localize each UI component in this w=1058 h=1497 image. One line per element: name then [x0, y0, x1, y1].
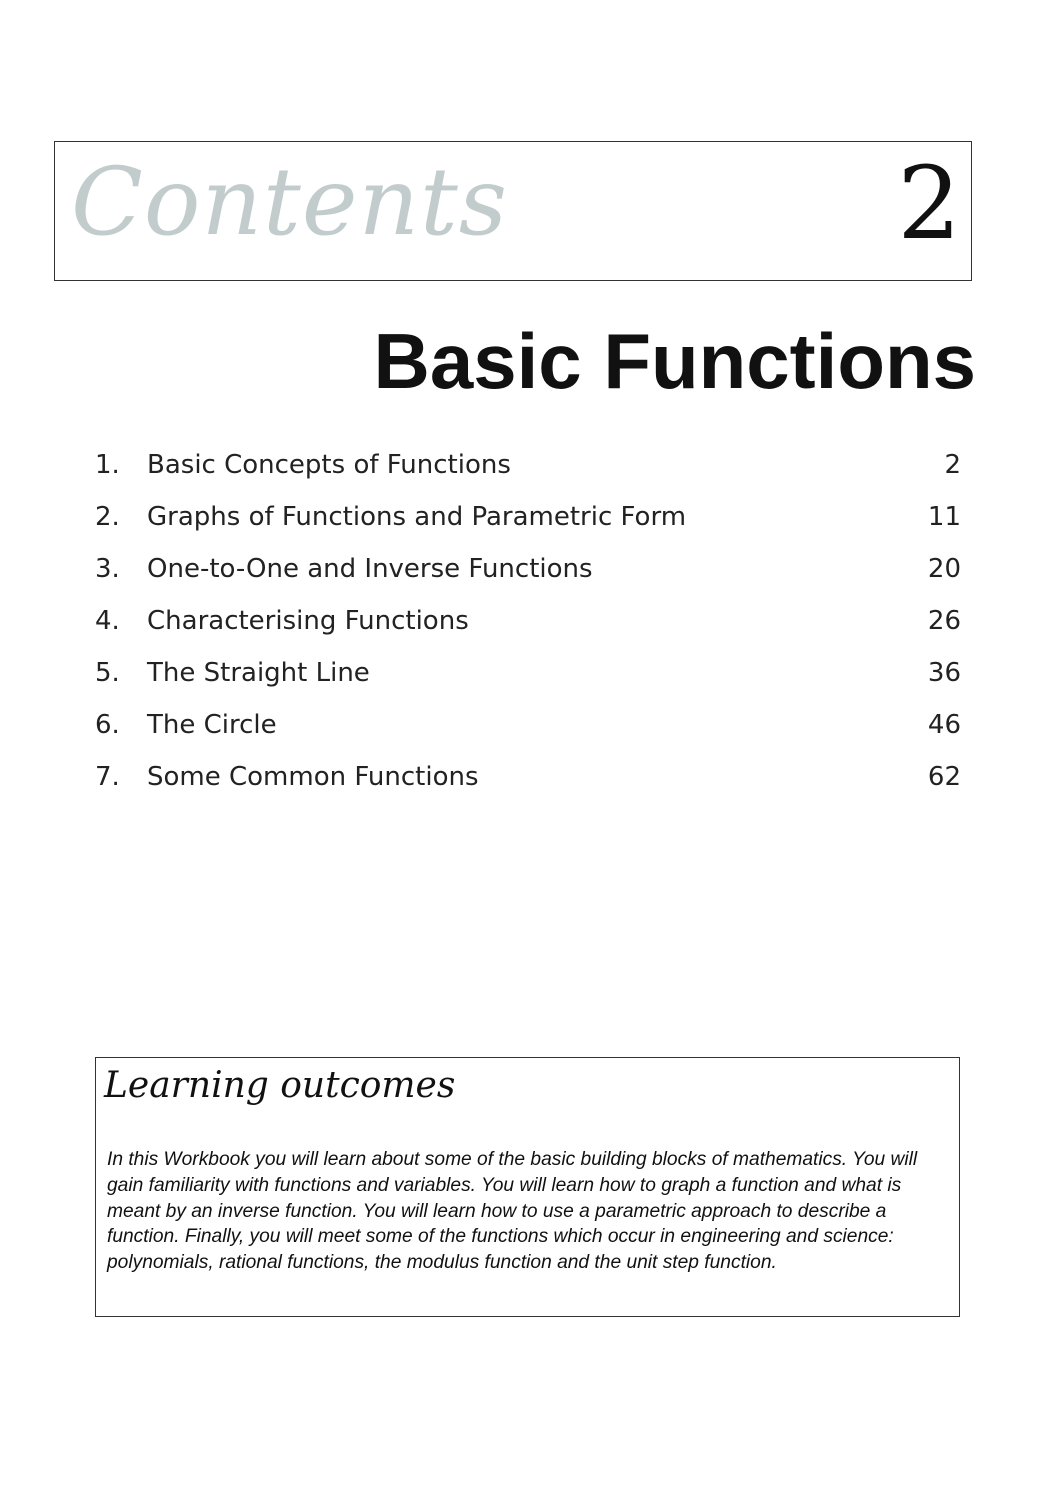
- toc-item-page: 46: [927, 710, 961, 740]
- learning-outcomes-text: In this Workbook you will learn about some of the basic building blocks of mathematics. You will gain familiarity with functions and variables. You will learn how to graph a function and what is meant by an inverse function. You will learn how to use a parametric approach to describe a function. Finally, you will meet some of the functions which occur in engineering and science: polynomials, rational functions, the modulus function and the unit step function.: [107, 1149, 918, 1274]
- toc-item-page: 36: [927, 658, 961, 688]
- toc-item-page: 2: [944, 450, 961, 480]
- contents-label: Contents: [71, 148, 509, 257]
- toc-item-title[interactable]: Some Common Functions: [147, 762, 479, 792]
- chapter-number: 2: [897, 145, 961, 262]
- learning-outcomes-box: [95, 1057, 960, 1317]
- toc-item-number: 6.: [95, 710, 120, 740]
- toc-item-title[interactable]: The Straight Line: [147, 658, 370, 688]
- toc-item-number: 3.: [95, 554, 120, 584]
- toc-item-number: 1.: [95, 450, 120, 480]
- toc-item-title[interactable]: Basic Concepts of Functions: [147, 450, 511, 480]
- toc-item-page: 11: [927, 502, 961, 532]
- toc-item-number: 2.: [95, 502, 120, 532]
- toc-item[interactable]: [95, 443, 961, 495]
- toc-item[interactable]: [95, 599, 961, 651]
- toc-item-number: 5.: [95, 658, 120, 688]
- toc-item[interactable]: [95, 755, 961, 807]
- toc-item-number: 7.: [95, 762, 120, 792]
- toc-item-number: 4.: [95, 606, 120, 636]
- toc-item-title[interactable]: Graphs of Functions and Parametric Form: [147, 502, 687, 532]
- table-of-contents: [95, 443, 961, 807]
- toc-item-page: 20: [927, 554, 961, 584]
- toc-item-title[interactable]: Characterising Functions: [147, 606, 469, 636]
- learning-outcomes-heading: Learning outcomes: [104, 1065, 456, 1106]
- toc-item[interactable]: [95, 547, 961, 599]
- toc-item-page: 26: [927, 606, 961, 636]
- toc-item[interactable]: [95, 495, 961, 547]
- workbook-title: Basic Functions: [373, 317, 976, 405]
- contents-header-box: [54, 141, 972, 281]
- toc-item-title[interactable]: One-to-One and Inverse Functions: [147, 554, 593, 584]
- toc-item-title[interactable]: The Circle: [147, 710, 277, 740]
- toc-item[interactable]: [95, 651, 961, 703]
- toc-item[interactable]: [95, 703, 961, 755]
- toc-item-page: 62: [927, 762, 961, 792]
